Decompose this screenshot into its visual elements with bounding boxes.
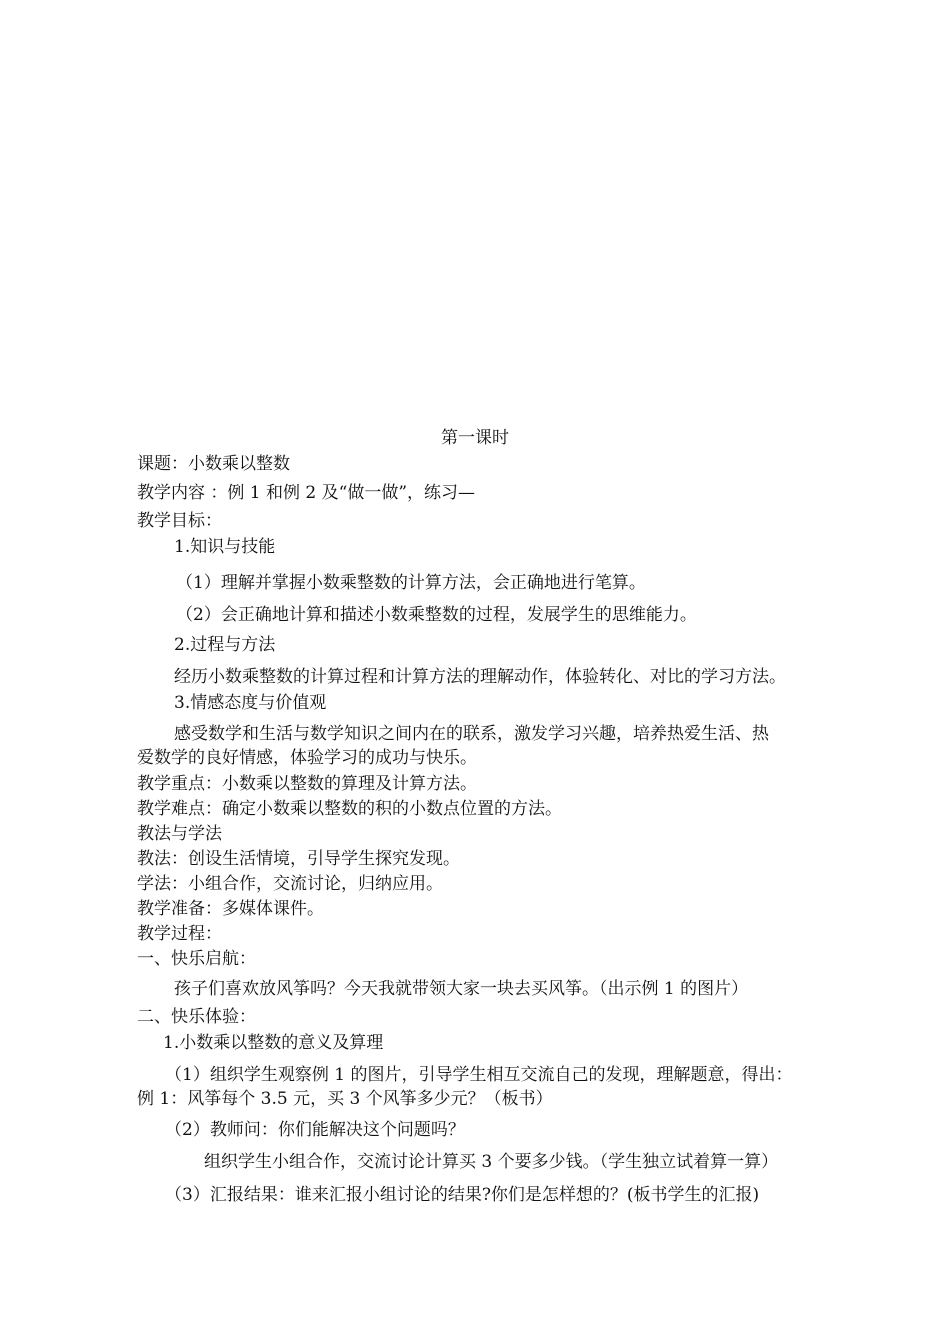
goal2-heading: 2.过程与方法 [174,635,276,655]
key-point: 教学重点：小数乘以整数的算理及计算方法。 [137,774,477,794]
step2-sub1: 1.小数乘以整数的意义及算理 [163,1033,384,1053]
goal1-heading: 1.知识与技能 [174,537,276,557]
methods-heading: 教法与学法 [137,824,222,844]
goal3-heading: 3.情感态度与价值观 [174,693,327,713]
step2-item2-detail: 组织学生小组合作，交流讨论计算买 3 个要多少钱。（学生独立试着算一算） [204,1152,779,1172]
goal3-text-line2: 爱数学的良好情感，体验学习的成功与快乐。 [137,748,477,768]
teaching-content: 教学内容 ：例 1 和例 2 及“做一做”，练习— [137,483,476,503]
step2-heading: 二、快乐体验： [137,1007,256,1027]
step2-item2: （2）教师问：你们能解决这个问题吗？ [165,1120,465,1140]
process-heading: 教学过程： [137,924,222,944]
goals-heading: 教学目标： [137,511,222,531]
step2-item3: （3）汇报结果：谁来汇报小组讨论的结果?你们是怎样想的？(板书学生的汇报) [165,1185,760,1205]
lesson-topic: 课题：小数乘以整数 [137,454,290,474]
goal1-item2: （2）会正确地计算和描述小数乘整数的过程，发展学生的思维能力。 [176,605,697,625]
step1-heading: 一、快乐启航： [137,949,256,969]
teaching-method: 教法：创设生活情境，引导学生探究发现。 [137,849,460,869]
step2-item1-line1: （1）组织学生观察例 1 的图片，引导学生相互交流自己的发现，理解题意，得出： [165,1065,793,1085]
goal1-item1: （1）理解并掌握小数乘整数的计算方法，会正确地进行笔算。 [176,573,646,593]
step1-text: 孩子们喜欢放风筝吗？今天我就带领大家一块去买风筝。（出示例 1 的图片） [174,979,749,999]
step2-item1-line2: 例 1：风筝每个 3.5 元，买 3 个风筝多少元？（板书） [137,1089,553,1109]
page-title: 第一课时 [441,428,509,448]
preparation: 教学准备：多媒体课件。 [137,899,324,919]
difficulty: 教学难点：确定小数乘以整数的积的小数点位置的方法。 [137,799,562,819]
goal2-text: 经历小数乘整数的计算过程和计算方法的理解动作，体验转化、对比的学习方法。 [174,667,786,687]
goal3-text-line1: 感受数学和生活与数学知识之间内在的联系，激发学习兴趣，培养热爱生活、热 [174,724,769,744]
learning-method: 学法：小组合作，交流讨论，归纳应用。 [137,874,443,894]
